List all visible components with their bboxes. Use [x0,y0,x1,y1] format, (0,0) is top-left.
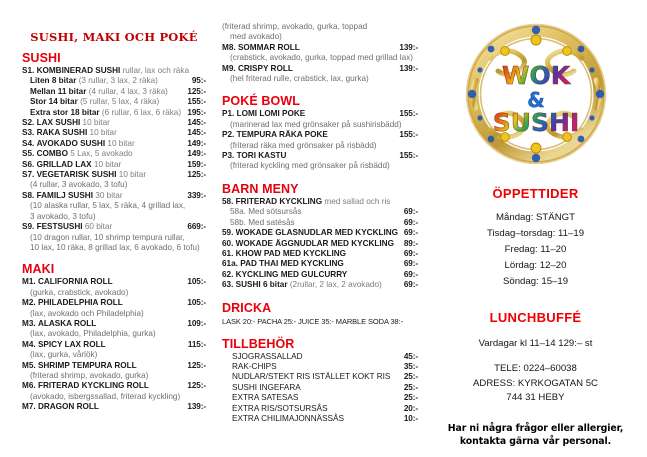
item-note: (avokado, isbergssallad, friterad kyckling) [30,391,181,401]
item-price: 155:- [399,109,418,119]
item-code: 58b. [230,217,246,227]
item-price: 139:- [399,63,418,73]
item-code: 58. [222,196,234,206]
item-desc: 5 Lax, 5 avokado [70,149,133,159]
menu-item [222,228,418,238]
item-code: 63. [222,280,234,290]
menu-item [22,381,206,391]
menu-item [222,259,418,269]
item-price: 10:- [403,413,418,423]
item-price: 25:- [403,393,418,403]
item-note: (crabstick, avokado, gurka, toppad med grillad lax) [230,53,413,63]
item-price: 69:- [403,269,418,279]
item-desc: 10 bitar [89,128,117,138]
item-price: 69:- [403,207,418,217]
hours-heading: ÖPPETTIDER [492,186,579,201]
item-price: 155:- [399,151,418,161]
item-note: (marinerad lax med grönsaker på sushirisbädd) [230,119,402,129]
menu-item [222,352,418,362]
item-name: Mellan 11 bitar [30,86,87,96]
menu-item [22,170,206,180]
menu-item [22,128,206,138]
item-price: 125:- [187,360,206,370]
sushi-list [22,66,206,253]
item-price: 195:- [187,107,206,117]
item-name: Med satésås [248,217,295,227]
item-desc: 30 bitar [95,190,123,200]
item-note: (hel friterad rulle, crabstick, lax, gurka) [230,74,369,84]
item-price: 69:- [403,228,418,238]
menu-item [22,319,206,329]
item-price: 45:- [403,351,418,361]
item-price: 25:- [403,372,418,382]
item-note: (lax, avokado, Philadelphia, gurka) [30,329,156,339]
item-name: LOMI LOMI POKE [236,109,306,119]
item-code: P2. [222,130,235,140]
item-price: 125:- [187,86,206,96]
item-price: 145:- [187,128,206,138]
menu-item [22,361,206,371]
menu-item [222,383,418,393]
item-desc: (3 rullar, 3 lax, 2 räka) [78,76,158,86]
item-desc: 60 bitar [84,222,113,232]
item-name: TEMPURA RÄKA POKE [236,130,328,140]
item-name: DRAGON ROLL [37,402,99,412]
item-desc: rullar, lax och räka [122,66,190,75]
item-name: FAMILJ SUSHI [36,190,93,200]
item-code: S1. [22,66,35,75]
item-price: 125:- [187,170,206,180]
menu-item [22,108,206,118]
menu-item [222,197,418,207]
item-name: SUSHI INGEFARA [232,382,301,392]
item-desc: 10 bitar [107,138,135,148]
allergy-note-line1: Har ni några frågor eller allergier, [447,422,624,434]
item-desc: (6 rullar, 6 lax, 6 räka) [101,107,182,117]
allergy-note [432,422,639,448]
section-heading-sushi: SUSHI [22,51,61,65]
menu-item [222,414,418,424]
menu-item [222,239,418,249]
item-note: (friterad räka med grönsaker på risbädd) [230,140,377,150]
section-heading-tillbehor: TILLBEHÖR [222,336,295,351]
item-name: CALIFORNIA ROLL [37,277,113,287]
item-name: Liten 8 bitar [30,76,77,86]
item-code: M5. [22,360,36,370]
menu-item [22,160,206,170]
section-heading-barn: BARN MENY [222,181,299,196]
item-code: S8. [22,190,35,200]
menu-item [222,64,418,74]
item-price: 20:- [403,403,418,413]
hours-line: Fredag: 11–20 [504,244,567,255]
item-name: RAK-CHIPS [232,361,277,371]
menu-item [22,66,206,76]
address-line: ADRESS: KYRKOGATAN 5C [473,377,598,389]
item-code: 59. [222,228,234,238]
item-name: ALASKA ROLL [37,318,97,328]
brand-logo [460,18,612,170]
section-heading-dricka: DRICKA [222,300,272,315]
lunch-heading: LUNCHBUFFÉ [489,310,582,325]
menu-item [222,362,418,372]
menu-item [222,393,418,403]
item-code: 60. [222,238,234,248]
item-desc: (2rullar, 2 lax, 2 avokado) [289,280,382,290]
menu-item [22,191,206,201]
item-code: M2. [22,298,36,308]
item-code: 58a. [230,207,246,217]
item-code: S6. [22,159,35,169]
item-code: M4. [22,339,36,349]
item-desc: 10 bitar [118,170,147,180]
menu-item [22,298,206,308]
item-code: M7. [22,402,36,412]
item-code: M8. [222,42,236,52]
maki-list [22,277,206,412]
contact-block [432,362,639,406]
item-note: (10 dragon rullar, 10 shrimp tempura rullar, [30,232,185,242]
item-note: 10 lax, 10 räka, 8 grillad lax, 6 avokado, 6 tofu) [30,242,200,252]
item-price: 69:- [403,217,418,227]
section-heading-maki: MAKI [22,262,55,277]
item-code: M6. [22,381,36,391]
item-name: VEGETARISK SUSHI [36,170,117,180]
item-price: 105:- [187,277,206,287]
menu-item [22,402,206,412]
phone-line[interactable]: TELE: 0224–60038 [494,363,577,374]
menu-item [222,130,418,140]
menu-item [222,372,418,382]
menu-item [222,109,418,119]
item-note: (10 alaska rullar, 5 lax, 5 räka, 4 grillad lax, [30,201,186,211]
column-left [0,0,212,457]
item-name: NUDLAR/STEKT RIS ISTÄLLET KOKT RIS [232,372,391,382]
menu-item [22,97,206,107]
item-code: S3. [22,128,35,138]
item-price: 89:- [403,238,418,248]
item-name: Stor 14 bitar [30,97,78,107]
item-code: M9. [222,63,236,73]
item-price: 95:- [191,76,206,86]
hours-line: Lördag: 12–20 [504,260,567,271]
menu-item [222,151,418,161]
menu-item [22,340,206,350]
dragon-wreath-logo-icon [460,18,612,170]
item-name: COMBO [36,149,68,159]
item-desc: 10 bitar [82,118,110,128]
logo-text-amp: & [526,88,545,112]
menu-item [222,404,418,414]
menu-item [222,280,418,290]
menu-item [22,222,206,232]
item-name: EXTRA CHILIMAJONNÄSSÅS [232,413,344,423]
item-desc: (4 rullar, 4 lax, 3 räka) [88,86,168,96]
item-code: S2. [22,118,35,128]
allergy-note-line2: kontakta gärna vår personal. [459,435,612,447]
item-name: KYCKLING MED GULCURRY [235,269,348,279]
item-note: (friterad kyckling med grönsaker på risbädd) [230,161,390,171]
item-desc: (5 rullar, 5 lax, 4 räka) [80,97,160,107]
item-price: 115:- [187,339,206,349]
menu-item [22,87,206,97]
item-name: CRISPY ROLL [237,63,293,73]
menu-item [22,118,206,128]
item-name: SOMMAR ROLL [237,42,300,52]
item-name: FESTSUSHI [36,222,83,232]
item-price: 69:- [403,280,418,290]
item-code: M3. [22,318,36,328]
item-name: SJOGRASSALLAD [232,351,303,361]
logo-text-wok: WOK [501,61,570,90]
item-name: FRITERAD KYCKLING [235,196,323,206]
item-price: 109:- [187,318,206,328]
item-price: 149:- [187,138,206,148]
item-price: 159:- [187,159,206,169]
item-price: 139:- [187,402,206,412]
postal-line: 744 31 HEBY [506,392,565,403]
item-note: (friterad shrimp, avokado, gurka, toppad [222,22,368,31]
column-right [424,0,647,457]
item-name: PHILADELPHIA ROLL [37,298,123,308]
item-note: (lax, avokado och Philadelphia) [30,308,144,318]
item-name: PAD THAI MED KYCKLING [240,259,344,269]
item-code: P1. [222,109,235,119]
item-name: LAX SUSHI [36,118,81,128]
item-price: 25:- [403,382,418,392]
item-name: FRITERAD KYCKLING ROLL [37,381,149,391]
item-price: 155:- [399,130,418,140]
menu-item [22,149,206,159]
item-code: 62. [222,269,234,279]
item-code: S5. [22,149,35,159]
column-middle [212,0,424,457]
menu-item [22,277,206,287]
menu-item [22,139,206,149]
page-title: SUSHI, MAKI OCH POKÉ [30,30,198,44]
hours-line: Söndag: 15–19 [502,276,569,287]
hours-line: Tisdag–torsdag: 11–19 [486,228,585,239]
item-price: 155:- [187,97,206,107]
menu-item [222,43,418,53]
section-heading-poke: POKÉ BOWL [222,94,300,109]
item-name: RAKA SUSHI [36,128,88,138]
item-code: S7. [22,170,35,180]
item-name: WOKADE ÄGGNUDLAR MED KYCKLING [235,238,394,248]
item-code: S4. [22,138,35,148]
item-name: AVOKADO SUSHI [36,138,106,148]
item-code: 61a. [222,259,238,269]
item-code: P3. [222,151,235,161]
item-note: (gurka, crabstick, avokado) [30,287,129,297]
item-code: S9. [22,222,35,232]
item-note: med avokado) [230,32,282,42]
item-name: TORI KASTU [236,151,287,161]
hours-line: Måndag: STÄNGT [496,212,575,223]
item-name: GRILLAD LAX [36,159,92,169]
logo-text-sushi: SUSHI [492,108,579,137]
item-name: KOMBINERAD SUSHI [36,66,121,75]
item-price: 149:- [187,149,206,159]
item-code: M1. [22,277,36,287]
item-price: 35:- [403,361,418,371]
item-price: 669:- [187,222,206,232]
item-desc: med sallad och ris [324,196,391,206]
item-name: WOKADE GLASNUDLAR MED KYCKLING [235,228,399,238]
drinks-line: LASK 20:- PACHA 25:- JUICE 35:- MARBLE SODA 38:- [222,316,403,326]
menu-item [22,76,206,86]
item-price: 105:- [187,298,206,308]
menu-item [222,270,418,280]
item-code: 61. [222,248,234,258]
menu-item [222,207,418,217]
item-price: 69:- [403,248,418,258]
item-name: Extra stor 18 bitar [30,107,100,117]
item-name: SUSHI 6 bitar [235,280,288,290]
item-price: 69:- [403,259,418,269]
item-name: EXTRA SATESAS [232,393,299,403]
item-note: (4 rullar, 3 avokado, 3 tofu) [30,180,128,190]
item-name: KHOW PAD MED KYCKLING [235,248,347,258]
menu-item [222,249,418,259]
item-note: (lax, gurka, vårlök) [30,350,98,360]
item-desc: 10 bitar [93,159,122,169]
lunch-line: Vardagar kl 11–14 129:– st [478,338,593,349]
menu-item [222,218,418,228]
item-price: 139:- [399,42,418,52]
item-name: EXTRA RIS/SOTSURSÅS [232,403,328,413]
item-name: SPICY LAX ROLL [37,339,106,349]
item-price: 145:- [187,118,206,128]
item-note: 3 avokado, 3 tofu) [30,211,96,221]
item-price: 125:- [187,381,206,391]
item-note: (friterad shrimp, avokado, gurka) [30,370,149,380]
item-name: Med sötsursås [248,207,302,217]
item-price: 339:- [187,190,206,200]
item-name: SHRIMP TEMPURA ROLL [37,360,137,370]
